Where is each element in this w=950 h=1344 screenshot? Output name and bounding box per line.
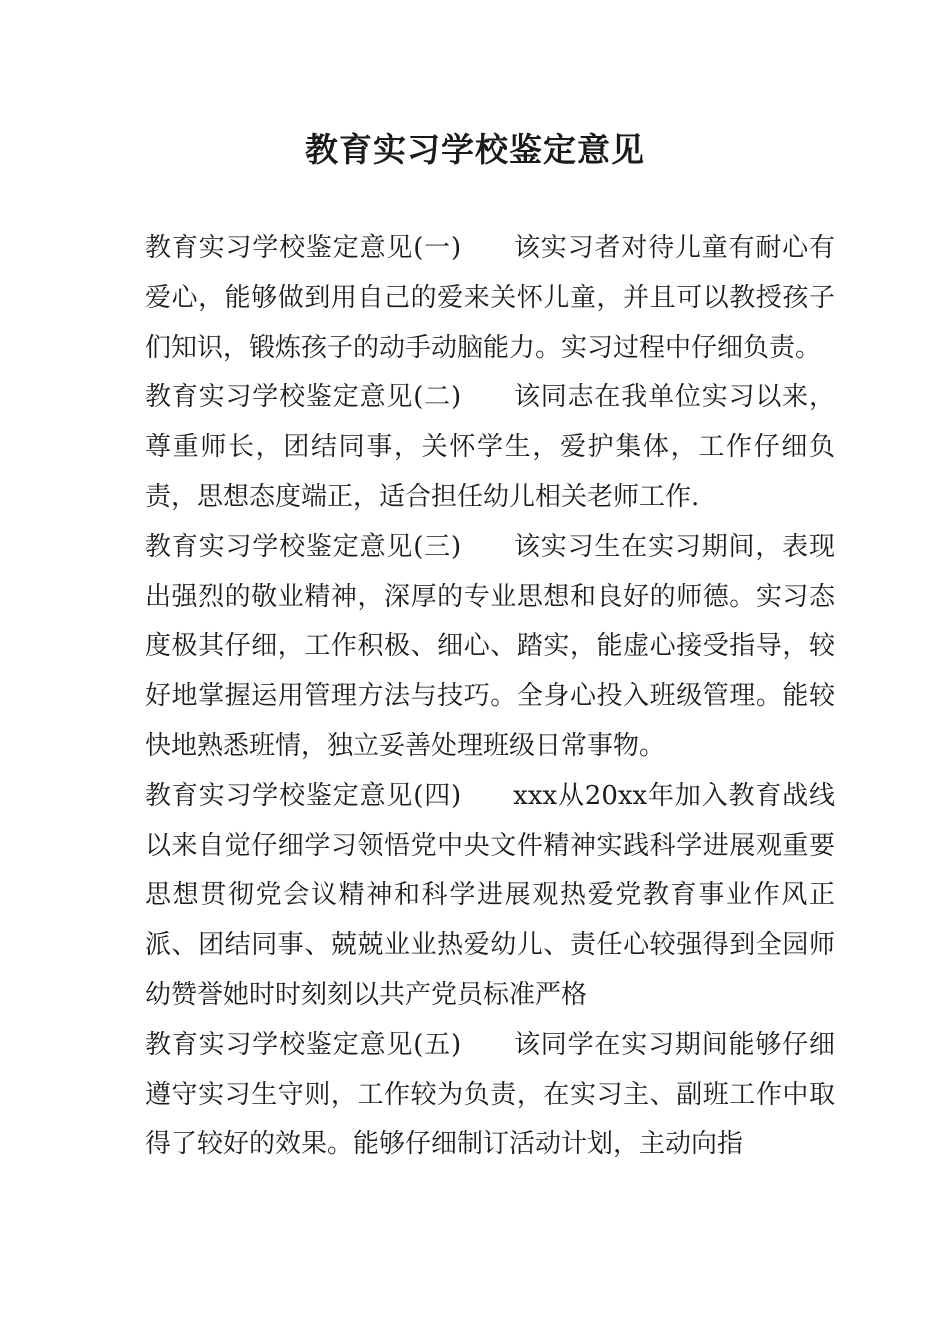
section-1 xyxy=(145,224,835,373)
section-4-text: xxx从20xx年加入教育战线以来自觉仔细学习领悟党中央文件精神实践科学进展观重要思想贯彻党会议精神和科学进展观热爱党教育事业作风正派、团结同事、兢兢业业热爱幼儿、责任心较强得到全园师幼赞誉她时时刻刻以共产党员标准严格 xyxy=(145,780,835,1010)
section-5-text: 该同学在实习期间能够仔细遵守实习生守则，工作较为负责，在实习主、副班工作中取得了较好的效果。能够仔细制订活动计划，主动向指 xyxy=(145,1029,835,1160)
section-2-heading: 教育实习学校鉴定意见(二) xyxy=(145,382,462,413)
section-3-text: 该实习生在实习期间，表现出强烈的敬业精神，深厚的专业思想和良好的师德。实习态度极其仔细，工作积极、细心、踏实，能虚心接受指导，较好地掌握运用管理方法与技巧。全身心投入班级管理。能较快地熟悉班情，独立妥善处理班级日常事物。 xyxy=(145,531,835,761)
section-5-heading: 教育实习学校鉴定意见(五) xyxy=(145,1029,462,1060)
section-1-heading: 教育实习学校鉴定意见(一) xyxy=(145,233,462,263)
section-3 xyxy=(145,523,835,772)
section-5 xyxy=(145,1021,835,1170)
section-2 xyxy=(145,373,835,522)
document-title: 教育实习学校鉴定意见 xyxy=(305,130,645,169)
section-3-heading: 教育实习学校鉴定意见(三) xyxy=(145,531,462,562)
section-4 xyxy=(145,772,835,1021)
document-body xyxy=(145,224,835,1170)
section-2-text: 该同志在我单位实习以来，尊重师长，团结同事，关怀学生，爱护集体，工作仔细负责，思想态度端正，适合担任幼儿相关老师工作. xyxy=(145,382,835,512)
section-4-heading: 教育实习学校鉴定意见(四) xyxy=(145,780,462,811)
section-1-text: 该实习者对待儿童有耐心有爱心，能够做到用自己的爱来关怀儿童，并且可以教授孩子们知识，锻炼孩子的动手动脑能力。实习过程中仔细负责。 xyxy=(145,233,835,363)
